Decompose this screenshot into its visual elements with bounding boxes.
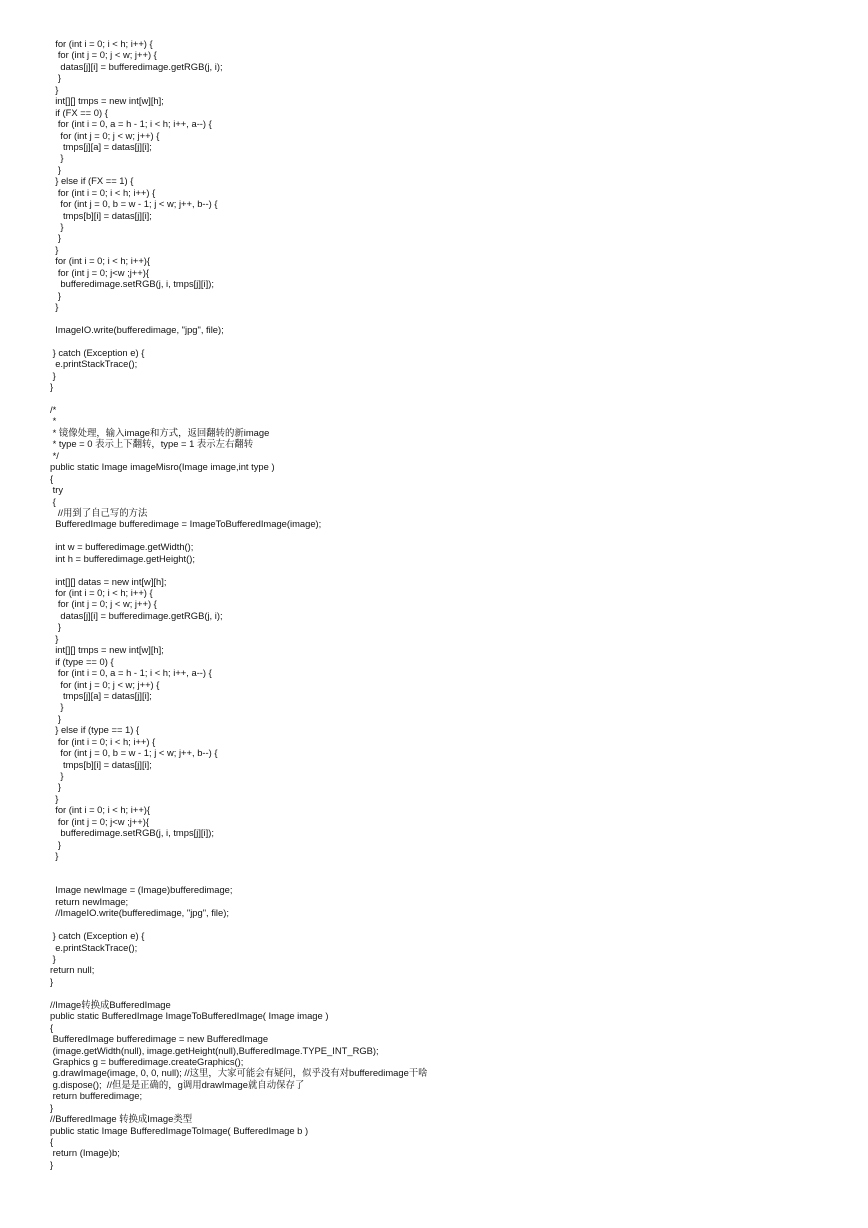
code-line: } — [50, 243, 59, 255]
code-line — [50, 335, 428, 346]
code-line — [50, 564, 428, 575]
code-line — [50, 393, 428, 404]
code-line — [50, 919, 428, 930]
code-line — [50, 313, 428, 324]
code-line: for (int j = 0; j<w ;j++){ — [50, 266, 150, 278]
code-line: } catch (Exception e) { — [50, 930, 145, 942]
code-line: } — [50, 838, 61, 850]
code-line: /* — [50, 404, 57, 415]
code-line: e.printStackTrace(); — [50, 358, 138, 370]
code-line: for (int j = 0, b = w - 1; j < w; j++, b--) { — [50, 747, 218, 759]
code-line — [50, 862, 428, 873]
code-line: tmps[j][a] = datas[j][i]; — [50, 140, 152, 152]
code-line: int h = bufferedimage.getHeight(); — [50, 552, 195, 564]
code-line: BufferedImage bufferedimage = new BufferedImage — [50, 1033, 269, 1045]
code-line: for (int j = 0; j < w; j++) { — [50, 678, 160, 690]
code-line — [50, 873, 428, 884]
code-line: } — [50, 72, 61, 84]
code-line: Graphics g = bufferedimage.createGraphics(); — [50, 1055, 244, 1067]
code-line: } — [50, 712, 61, 724]
code-line: try — [50, 484, 64, 496]
code-line: for (int j = 0; j < w; j++) { — [50, 129, 160, 141]
code-line: } — [50, 1158, 54, 1170]
code-line: } — [50, 1101, 54, 1113]
code-line: int[][] datas = new int[w][h]; — [50, 575, 167, 587]
code-line: } — [50, 792, 59, 804]
code-line: tmps[j][a] = datas[j][i]; — [50, 689, 152, 701]
code-line: //用到了自己写的方法 — [50, 506, 148, 518]
code-line: { — [50, 472, 54, 484]
code-line — [50, 530, 428, 541]
code-line: int w = bufferedimage.getWidth(); — [50, 541, 194, 553]
code-line: } — [50, 289, 61, 301]
code-line: return newImage; — [50, 895, 129, 907]
code-line: tmps[b][i] = datas[j][i]; — [50, 758, 152, 770]
code-line: for (int i = 0, a = h - 1; i < h; i++, a--) { — [50, 118, 212, 130]
code-line: } — [50, 621, 61, 633]
code-line: //Image转换成BufferedImage — [50, 998, 171, 1010]
code-line: { — [50, 1136, 54, 1147]
code-line: } — [50, 232, 61, 244]
code-line: } — [50, 975, 54, 987]
code-line: } — [50, 369, 56, 381]
code-line: public static Image BufferedImageToImage( BufferedImage b ) — [50, 1124, 309, 1136]
code-line: * — [50, 415, 57, 427]
code-line: for (int j = 0; j<w ;j++){ — [50, 815, 150, 827]
code-line: } — [50, 152, 64, 164]
code-line: return null; — [50, 964, 95, 976]
code-line: * type = 0 表示上下翻转，type = 1 表示左右翻转 — [50, 438, 254, 450]
code-line — [50, 987, 428, 998]
code-line: BufferedImage bufferedimage = ImageToBufferedImage(image); — [50, 518, 322, 530]
code-line: for (int i = 0; i < h; i++){ — [50, 255, 151, 267]
code-line: public static Image imageMisro(Image image,int type ) — [50, 461, 275, 473]
code-line: } — [50, 381, 54, 393]
code-line: } else if (type == 1) { — [50, 724, 140, 736]
code-line: if (type == 0) { — [50, 655, 114, 667]
code-line: g.drawImage(image, 0, 0, null); //这里，大家可能会有疑问，似乎没有对bufferedimage干啥 — [50, 1067, 428, 1079]
code-line: datas[j][i] = bufferedimage.getRGB(j, i); — [50, 60, 223, 72]
code-line: int[][] tmps = new int[w][h]; — [50, 95, 164, 107]
code-line: for (int i = 0; i < h; i++) { — [50, 186, 156, 198]
code-listing — [50, 38, 428, 1170]
code-line: if (FX == 0) { — [50, 106, 108, 118]
code-line: bufferedimage.setRGB(j, i, tmps[j][i]); — [50, 278, 214, 290]
code-line: for (int i = 0; i < h; i++){ — [50, 804, 151, 816]
code-line: bufferedimage.setRGB(j, i, tmps[j][i]); — [50, 827, 214, 839]
code-line: } — [50, 221, 64, 232]
code-line: for (int j = 0; j < w; j++) { — [50, 598, 157, 610]
code-line: */ — [50, 449, 59, 461]
code-line: } — [50, 83, 59, 95]
code-line: //ImageIO.write(bufferedimage, "jpg", file); — [50, 907, 229, 919]
code-line: int[][] tmps = new int[w][h]; — [50, 644, 164, 656]
code-line: for (int i = 0, a = h - 1; i < h; i++, a--) { — [50, 667, 212, 679]
code-line: public static BufferedImage ImageToBufferedImage( Image image ) — [50, 1010, 329, 1022]
code-line: for (int i = 0; i < h; i++) { — [50, 38, 153, 49]
code-line: } — [50, 850, 59, 862]
code-line: for (int i = 0; i < h; i++) { — [50, 735, 156, 747]
code-line: Image newImage = (Image)bufferedimage; — [50, 884, 233, 896]
code-line: ImageIO.write(bufferedimage, "jpg", file); — [50, 323, 224, 335]
code-line: } — [50, 701, 64, 713]
code-line: } — [50, 781, 61, 793]
code-line: for (int j = 0; j < w; j++) { — [50, 49, 157, 61]
code-line: } — [50, 632, 59, 644]
code-line: } else if (FX == 1) { — [50, 175, 134, 187]
code-line: return (Image)b; — [50, 1147, 120, 1159]
code-line: } — [50, 301, 59, 313]
code-line: } catch (Exception e) { — [50, 346, 145, 358]
code-line: return bufferedimage; — [50, 1090, 143, 1102]
code-line: //BufferedImage 转换成Image类型 — [50, 1113, 193, 1125]
code-line: datas[j][i] = bufferedimage.getRGB(j, i); — [50, 609, 223, 621]
code-line: g.dispose(); //但是是正确的，g调用drawImage就自动保存了 — [50, 1078, 305, 1090]
code-line: { — [50, 495, 56, 507]
code-line: (image.getWidth(null), image.getHeight(null),BufferedImage.TYPE_INT_RGB); — [50, 1044, 379, 1056]
code-line: } — [50, 163, 61, 175]
code-line: for (int i = 0; i < h; i++) { — [50, 587, 153, 598]
code-line: tmps[b][i] = datas[j][i]; — [50, 209, 152, 221]
code-line: } — [50, 770, 64, 781]
code-line: * 镜像处理，输入image和方式，返回翻转的新image — [50, 426, 270, 438]
code-line: e.printStackTrace(); — [50, 941, 138, 953]
code-line: } — [50, 953, 56, 964]
code-line: for (int j = 0, b = w - 1; j < w; j++, b--) { — [50, 198, 218, 210]
code-line: { — [50, 1021, 54, 1033]
